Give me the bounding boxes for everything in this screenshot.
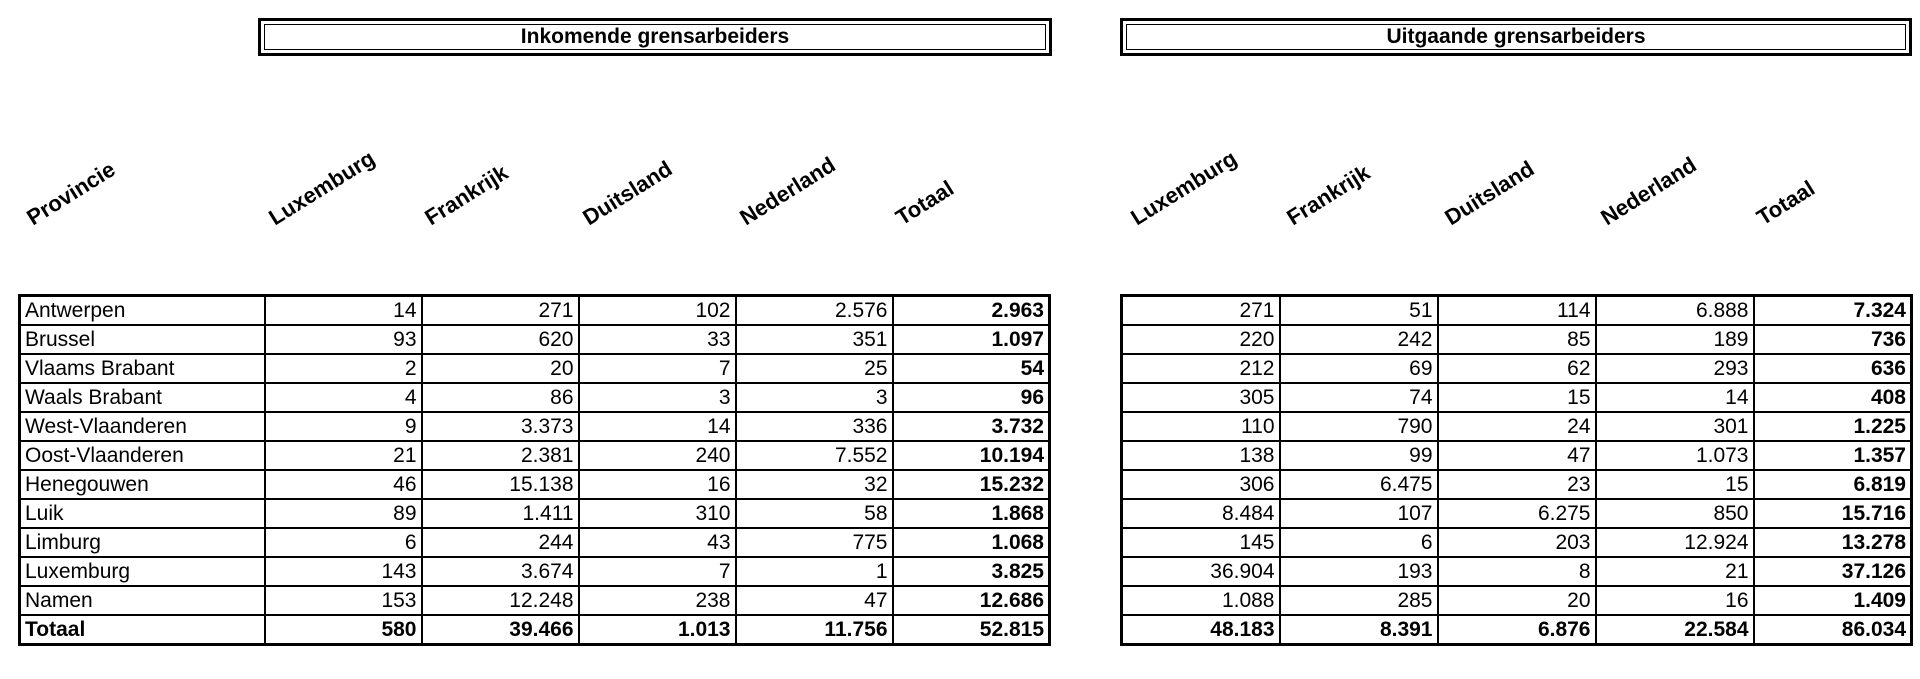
incoming-cell: 33	[579, 325, 736, 354]
incoming-cell: 32	[736, 470, 893, 499]
outgoing-cell: 21	[1596, 557, 1754, 586]
incoming-cell: 1.868	[893, 499, 1050, 528]
incoming-cell: 7	[579, 354, 736, 383]
incoming-cell: 20	[422, 354, 579, 383]
incoming-cell: 43	[579, 528, 736, 557]
incoming-cell: 89	[265, 499, 422, 528]
incoming-cell: 3.825	[893, 557, 1050, 586]
incoming-cell: 336	[736, 412, 893, 441]
incoming-cell: 25	[736, 354, 893, 383]
table-row	[20, 325, 1050, 354]
outgoing-col-nederland: Nederland	[1596, 151, 1701, 231]
table-row	[1122, 441, 1912, 470]
outgoing-cell: 138	[1122, 441, 1280, 470]
incoming-cell: 6	[265, 528, 422, 557]
outgoing-cell: 114	[1438, 296, 1596, 326]
incoming-cell: 2.381	[422, 441, 579, 470]
outgoing-group-title: Uitgaande grensarbeiders	[1386, 25, 1646, 48]
table-row	[1122, 557, 1912, 586]
incoming-cell: 1.013	[579, 615, 736, 645]
province-name: Luik	[20, 499, 265, 528]
incoming-cell: 54	[893, 354, 1050, 383]
table-row	[1122, 470, 1912, 499]
table-row	[20, 412, 1050, 441]
table-row	[1122, 586, 1912, 615]
outgoing-cell: 6.819	[1754, 470, 1912, 499]
incoming-cell: 2.963	[893, 296, 1050, 326]
incoming-cell: 58	[736, 499, 893, 528]
incoming-col-nederland: Nederland	[735, 151, 840, 231]
province-name: Namen	[20, 586, 265, 615]
province-name: Waals Brabant	[20, 383, 265, 412]
outgoing-cell: 306	[1122, 470, 1280, 499]
outgoing-cell: 1.088	[1122, 586, 1280, 615]
incoming-cell: 86	[422, 383, 579, 412]
incoming-cell: 12.248	[422, 586, 579, 615]
outgoing-cell: 301	[1596, 412, 1754, 441]
incoming-cell: 1.097	[893, 325, 1050, 354]
table-row	[20, 354, 1050, 383]
incoming-cell: 2.576	[736, 296, 893, 326]
outgoing-cell: 212	[1122, 354, 1280, 383]
outgoing-cell: 293	[1596, 354, 1754, 383]
incoming-cell: 9	[265, 412, 422, 441]
incoming-cell: 10.194	[893, 441, 1050, 470]
incoming-cell: 47	[736, 586, 893, 615]
outgoing-cell: 13.278	[1754, 528, 1912, 557]
incoming-cell: 3	[736, 383, 893, 412]
province-name: Vlaams Brabant	[20, 354, 265, 383]
outgoing-cell: 16	[1596, 586, 1754, 615]
outgoing-cell: 145	[1122, 528, 1280, 557]
outgoing-cell: 790	[1280, 412, 1438, 441]
outgoing-cell: 242	[1280, 325, 1438, 354]
outgoing-cell: 20	[1438, 586, 1596, 615]
outgoing-cell: 69	[1280, 354, 1438, 383]
outgoing-cell: 15.716	[1754, 499, 1912, 528]
outgoing-col-frankrijk: Frankrijk	[1282, 159, 1375, 231]
outgoing-cell: 15	[1438, 383, 1596, 412]
outgoing-cell: 86.034	[1754, 615, 1912, 645]
outgoing-cell: 736	[1754, 325, 1912, 354]
incoming-cell: 143	[265, 557, 422, 586]
incoming-cell: 244	[422, 528, 579, 557]
province-name: Totaal	[20, 615, 265, 645]
outgoing-cell: 48.183	[1122, 615, 1280, 645]
incoming-cell: 14	[579, 412, 736, 441]
outgoing-cell: 74	[1280, 383, 1438, 412]
table-row	[20, 383, 1050, 412]
incoming-cell: 3.732	[893, 412, 1050, 441]
outgoing-cell: 1.357	[1754, 441, 1912, 470]
outgoing-cell: 271	[1122, 296, 1280, 326]
incoming-cell: 153	[265, 586, 422, 615]
outgoing-cell: 189	[1596, 325, 1754, 354]
outgoing-cell: 85	[1438, 325, 1596, 354]
incoming-cell: 351	[736, 325, 893, 354]
incoming-cell: 15.138	[422, 470, 579, 499]
table-row	[1122, 354, 1912, 383]
table-row	[20, 441, 1050, 470]
table-row	[1122, 499, 1912, 528]
incoming-cell: 3.674	[422, 557, 579, 586]
incoming-cell: 1.068	[893, 528, 1050, 557]
incoming-cell: 240	[579, 441, 736, 470]
outgoing-cell: 6.275	[1438, 499, 1596, 528]
outgoing-cell: 62	[1438, 354, 1596, 383]
province-name: Antwerpen	[20, 296, 265, 326]
outgoing-cell: 1.409	[1754, 586, 1912, 615]
outgoing-cell: 8.391	[1280, 615, 1438, 645]
outgoing-cell: 220	[1122, 325, 1280, 354]
incoming-col-totaal: Totaal	[891, 175, 959, 231]
outgoing-cell: 7.324	[1754, 296, 1912, 326]
table-row	[1122, 528, 1912, 557]
province-name: Limburg	[20, 528, 265, 557]
outgoing-cell: 36.904	[1122, 557, 1280, 586]
incoming-cell: 310	[579, 499, 736, 528]
table-row	[1122, 325, 1912, 354]
incoming-cell: 271	[422, 296, 579, 326]
incoming-cell: 102	[579, 296, 736, 326]
outgoing-cell: 6	[1280, 528, 1438, 557]
outgoing-cell: 8.484	[1122, 499, 1280, 528]
outgoing-cell: 51	[1280, 296, 1438, 326]
incoming-cell: 12.686	[893, 586, 1050, 615]
incoming-group-title: Inkomende grensarbeiders	[520, 25, 790, 48]
table-row	[1122, 412, 1912, 441]
incoming-cell: 3.373	[422, 412, 579, 441]
outgoing-col-totaal: Totaal	[1752, 175, 1820, 231]
total-row	[1122, 615, 1912, 645]
incoming-table	[18, 294, 1051, 646]
outgoing-cell: 107	[1280, 499, 1438, 528]
incoming-cell: 52.815	[893, 615, 1050, 645]
outgoing-cell: 8	[1438, 557, 1596, 586]
province-name: Luxemburg	[20, 557, 265, 586]
table-row	[20, 528, 1050, 557]
incoming-cell: 1	[736, 557, 893, 586]
table-row	[20, 557, 1050, 586]
table-row	[20, 586, 1050, 615]
total-row	[20, 615, 1050, 645]
outgoing-cell: 6.888	[1596, 296, 1754, 326]
outgoing-cell: 22.584	[1596, 615, 1754, 645]
incoming-col-duitsland: Duitsland	[578, 155, 677, 231]
outgoing-cell: 23	[1438, 470, 1596, 499]
incoming-cell: 3	[579, 383, 736, 412]
outgoing-cell: 193	[1280, 557, 1438, 586]
incoming-cell: 7.552	[736, 441, 893, 470]
outgoing-col-duitsland: Duitsland	[1440, 155, 1539, 231]
incoming-cell: 46	[265, 470, 422, 499]
outgoing-cell: 1.225	[1754, 412, 1912, 441]
incoming-cell: 7	[579, 557, 736, 586]
incoming-cell: 238	[579, 586, 736, 615]
outgoing-table	[1120, 294, 1913, 646]
province-name: Brussel	[20, 325, 265, 354]
outgoing-cell: 636	[1754, 354, 1912, 383]
incoming-cell: 11.756	[736, 615, 893, 645]
province-column-header: Provincie	[22, 156, 120, 231]
outgoing-cell: 1.073	[1596, 441, 1754, 470]
incoming-col-luxemburg: Luxemburg	[264, 145, 380, 231]
table-row	[1122, 383, 1912, 412]
incoming-cell: 2	[265, 354, 422, 383]
outgoing-col-luxemburg: Luxemburg	[1126, 145, 1242, 231]
outgoing-cell: 6.876	[1438, 615, 1596, 645]
incoming-cell: 15.232	[893, 470, 1050, 499]
incoming-cell: 96	[893, 383, 1050, 412]
incoming-cell: 580	[265, 615, 422, 645]
incoming-cell: 39.466	[422, 615, 579, 645]
outgoing-cell: 14	[1596, 383, 1754, 412]
province-name: Henegouwen	[20, 470, 265, 499]
outgoing-cell: 110	[1122, 412, 1280, 441]
province-name: Oost-Vlaanderen	[20, 441, 265, 470]
incoming-cell: 4	[265, 383, 422, 412]
incoming-cell: 1.411	[422, 499, 579, 528]
table-row	[20, 499, 1050, 528]
table-row	[20, 470, 1050, 499]
outgoing-cell: 305	[1122, 383, 1280, 412]
incoming-col-frankrijk: Frankrijk	[420, 159, 513, 231]
outgoing-group-header	[1120, 18, 1912, 56]
outgoing-cell: 15	[1596, 470, 1754, 499]
outgoing-cell: 99	[1280, 441, 1438, 470]
table-row	[20, 296, 1050, 326]
outgoing-cell: 37.126	[1754, 557, 1912, 586]
outgoing-cell: 12.924	[1596, 528, 1754, 557]
outgoing-cell: 47	[1438, 441, 1596, 470]
incoming-cell: 775	[736, 528, 893, 557]
outgoing-cell: 408	[1754, 383, 1912, 412]
outgoing-cell: 850	[1596, 499, 1754, 528]
table-row	[1122, 296, 1912, 326]
outgoing-cell: 285	[1280, 586, 1438, 615]
outgoing-cell: 203	[1438, 528, 1596, 557]
outgoing-cell: 24	[1438, 412, 1596, 441]
outgoing-cell: 6.475	[1280, 470, 1438, 499]
incoming-cell: 14	[265, 296, 422, 326]
incoming-cell: 93	[265, 325, 422, 354]
incoming-cell: 620	[422, 325, 579, 354]
incoming-group-header	[258, 18, 1052, 56]
province-name: West-Vlaanderen	[20, 412, 265, 441]
incoming-cell: 16	[579, 470, 736, 499]
incoming-cell: 21	[265, 441, 422, 470]
